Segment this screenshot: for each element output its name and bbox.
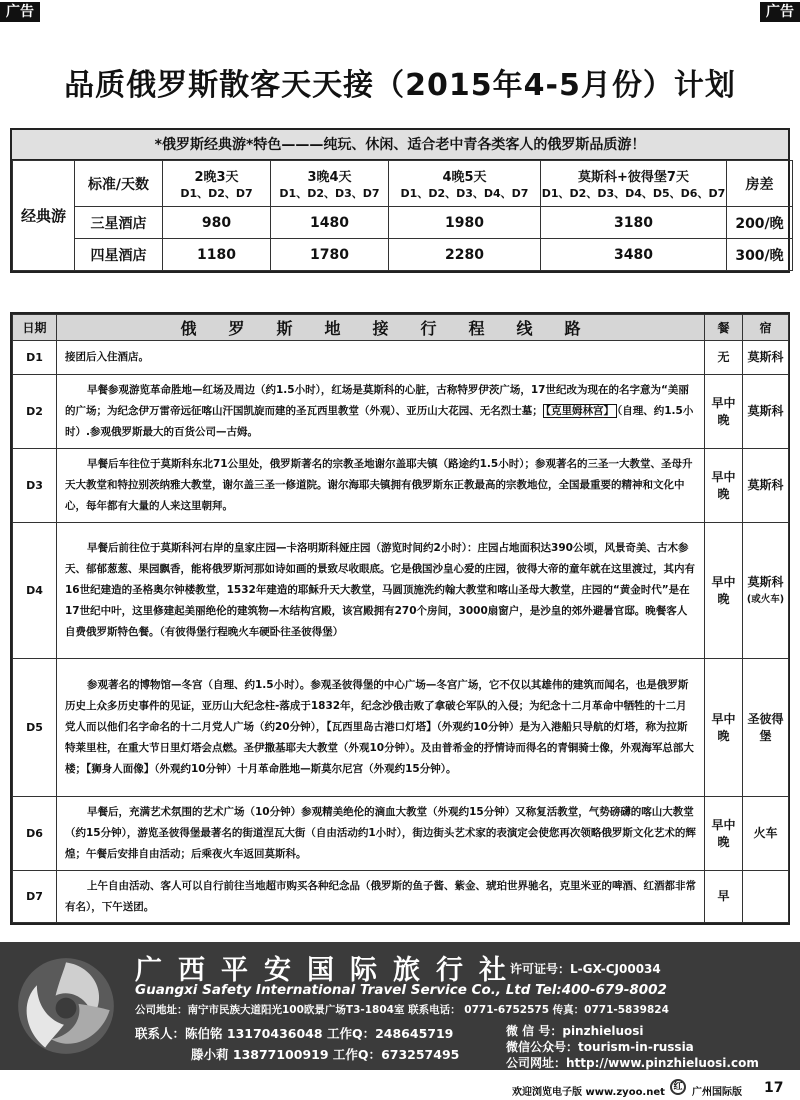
stay-cell — [743, 871, 789, 923]
ad-tag-left: 广告 — [0, 2, 40, 22]
header-label: 标准/天数 — [75, 161, 163, 207]
column-header: 4晚5天 D1、D2、D3、D4、D7 — [389, 161, 541, 207]
stay-note: (或火车) — [746, 593, 785, 605]
itinerary-row — [13, 341, 789, 375]
company-address: 公司地址：南宁市民族大道阳光100欧景广场T3-1804室 联系电话： 0771-6752575 传真：0771-5839824 — [135, 1004, 669, 1016]
meal-cell: 早中晚 — [705, 659, 743, 797]
page-number: 17 — [764, 1080, 784, 1096]
stay-cell: 火车 — [743, 797, 789, 871]
meal-cell: 早中晚 — [705, 523, 743, 659]
meal-cell: 早中晚 — [705, 449, 743, 523]
itinerary-row — [13, 523, 789, 659]
meal-cell: 早 — [705, 871, 743, 923]
stay-header: 宿 — [743, 315, 789, 341]
ad-tag-right: 广告 — [760, 2, 800, 22]
description-cell: 早餐后车往位于莫斯科东北71公里处，俄罗斯著名的宗教圣地谢尔盖耶夫镇（路途约1.5小时）；参观著名的三圣一大教堂、圣母升天大教堂和特拉别茨纳雅大教堂，谢尔盖三圣一修道院。谢尔海耶夫镇拥有俄罗斯东正教最高的宗教地位，全国最重要的精神和文化中心，每年都有大量的人来这里朝拜。 — [57, 449, 705, 523]
website-link[interactable]: 公司网址：http://www.pinzhieluosi.com — [506, 1056, 759, 1070]
price-banner: *俄罗斯经典游*特色———纯玩、休闲、适合老中青各类客人的俄罗斯品质游！ — [12, 130, 788, 160]
company-footer — [0, 942, 800, 1070]
side-label: 经典游 — [13, 161, 75, 271]
day-cell: D4 — [13, 523, 57, 659]
highlight-kremlin: 【克里姆林宫】 — [543, 404, 617, 418]
price-table — [10, 128, 790, 273]
phone[interactable]: 13877100919 — [232, 1047, 329, 1062]
description-cell: 早餐后前往位于莫斯科河右岸的皇家庄园—卡洛明斯科娅庄园（游览时间约2小时）：庄园占地面积达390公顷，风景奇美、古木参天、郁郁葱葱、果园飘香，能将俄罗斯河那如诗如画的景致尽收眼底。它是俄国沙皇心爱的庄园，彼得大帝的童年就在这里渡过，其内有16世纪建造的圣格奥尔钟楼教堂，1532年建造的耶稣升天大教堂，马圆顶施洗约翰大教堂和喀山圣母大教堂，庄园的“黄金时代”是在17世纪中叶，这里修建起美丽绝伦的建筑物—木结构宫殿，该宫殿拥有270个房间，3000扇窗户，是沙皇的郊外避暑官邸。晚餐客人自费俄罗斯特色餐。（有彼得堡行程晚火车硬卧往圣彼得堡） — [57, 523, 705, 659]
edition-name: 广州国际版 — [692, 1087, 742, 1098]
column-header: 莫斯科+彼得堡7天 D1、D2、D3、D4、D5、D6、D7 — [541, 161, 727, 207]
wechat-public: 微信公众号：tourism-in-russia — [506, 1040, 694, 1054]
company-name: 广西平安国际旅行社 — [135, 955, 522, 986]
stay-cell: 莫斯科 — [743, 449, 789, 523]
route-header: 俄罗斯地接行程线路 — [57, 315, 705, 341]
day-cell: D1 — [13, 341, 57, 375]
day-cell: D6 — [13, 797, 57, 871]
price-cell: 1480 — [271, 207, 389, 239]
description-cell: 早餐后，充满艺术氛围的艺术广场（10分钟）参观精美绝伦的滴血大教堂（外观约15分钟）又称复活教堂，气势磅礴的喀山大教堂（约15分钟），游览圣彼得堡最著名的街道涅瓦大街（自由活动约1小时），街边街头艺术家的表演定会使您再次领略俄罗斯文化艺术的辉煌；午餐后安排自由活动；后乘夜火车返回莫斯科。 — [57, 797, 705, 871]
contact-row: 联系人：陈伯铭 13170436048 工作Q：248645719 — [135, 1026, 454, 1041]
wechat-id: 微 信 号：pinzhieluosi — [506, 1024, 644, 1038]
stay-cell: 莫斯科 (或火车) — [743, 523, 789, 659]
contact-row: 滕小莉 13877100919 工作Q：673257495 — [191, 1047, 460, 1062]
price-cell: 980 — [163, 207, 271, 239]
promo-text: 欢迎浏览电子版 www.zyoo.net — [512, 1087, 665, 1098]
company-logo-icon — [14, 954, 118, 1058]
row-label: 四星酒店 — [75, 239, 163, 271]
page-footer — [0, 1078, 800, 1100]
company-english: Guangxi Safety International Travel Service Co., Ltd Tel:400-679-8002 — [135, 982, 667, 998]
description-cell: 接团后入住酒店。 — [57, 341, 705, 375]
page-title: 品质俄罗斯散客天天接（2015年4-5月份）计划 — [64, 68, 736, 103]
day-cell: D5 — [13, 659, 57, 797]
day-cell: D2 — [13, 375, 57, 449]
price-cell: 1780 — [271, 239, 389, 271]
column-header: 3晚4天 D1、D2、D3、D7 — [271, 161, 389, 207]
price-cell: 2280 — [389, 239, 541, 271]
diff-header: 房差 — [727, 161, 793, 207]
stay-cell: 莫斯科 — [743, 375, 789, 449]
meal-header: 餐 — [705, 315, 743, 341]
license-number: 许可证号：L-GX-CJ00034 — [510, 962, 661, 976]
meal-cell: 早中晚 — [705, 797, 743, 871]
description-cell: 参观著名的博物馆—冬宫（自理、约1.5小时）。参观圣彼得堡的中心广场—冬宫广场，它不仅以其雄伟的建筑而闻名，也是俄罗斯历史上众多历史事件的见证，亚历山大纪念柱-落成于1832年，纪念沙俄击败了拿破仑军队的入侵；为纪念十二月革命中牺牲的十二月党人而以他们名字命名的十二月党人广场（约20分钟），【瓦西里岛古港口灯塔】（外观约10分钟）是为入港船只导航的灯塔，称为拉斯特莱里柱，在重大节日里灯塔会点燃。圣伊撒基耶夫大教堂（外观10分钟）。及由普希金的抒情诗而得名的青铜骑士像，外观海军总部大楼；【狮身人面像】（外观约10分钟）十月革命胜地—斯莫尔尼宫（外观约15分钟）。 — [57, 659, 705, 797]
price-cell: 1980 — [389, 207, 541, 239]
column-header: 2晚3天 D1、D2、D7 — [163, 161, 271, 207]
row-label: 三星酒店 — [75, 207, 163, 239]
meal-cell: 早中晚 — [705, 375, 743, 449]
itinerary-table — [10, 312, 790, 925]
stay-cell: 莫斯科 — [743, 341, 789, 375]
price-cell: 1180 — [163, 239, 271, 271]
itinerary-row — [13, 449, 789, 523]
itinerary-row — [13, 871, 789, 923]
itinerary-row — [13, 375, 789, 449]
day-cell: D3 — [13, 449, 57, 523]
diff-cell: 300/晚 — [727, 239, 793, 271]
description-cell: 上午自由活动、客人可以自行前往当地超市购买各种纪念品（俄罗斯的鱼子酱、紫金、琥珀世界驰名，克里米亚的啤酒、红酒都非常有名），下午送团。 — [57, 871, 705, 923]
day-cell: D7 — [13, 871, 57, 923]
mark-icon: 红 — [670, 1079, 686, 1095]
stay-cell: 圣彼得堡 — [743, 659, 789, 797]
price-cell: 3480 — [541, 239, 727, 271]
phone[interactable]: 13170436048 — [226, 1026, 323, 1041]
day-header: 日期 — [13, 315, 57, 341]
meal-cell: 无 — [705, 341, 743, 375]
diff-cell: 200/晚 — [727, 207, 793, 239]
description-cell: 早餐参观游览革命胜地—红场及周边（约1.5小时），红场是莫斯科的心脏，古称特罗伊茨广场，17世纪改为现在的名字意为“美丽的广场；为纪念伊万雷帝远征喀山汗国凯旋而建的圣瓦西里教堂（外观）、亚历山大花园、无名烈士墓； 【克里姆林宫】 （自理、约1.5小时）.参观俄罗斯最大的百货公司—古姆。 — [57, 375, 705, 449]
itinerary-row — [13, 797, 789, 871]
itinerary-row — [13, 659, 789, 797]
price-cell: 3180 — [541, 207, 727, 239]
